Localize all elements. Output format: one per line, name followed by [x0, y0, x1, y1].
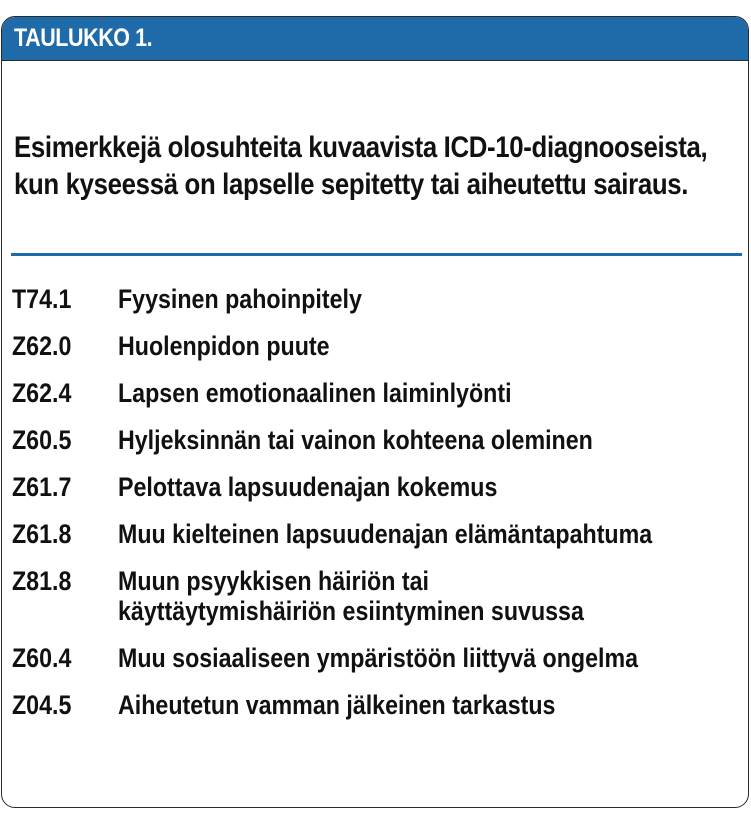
table-row	[12, 643, 732, 673]
diagnosis-description: Huolenpidon puute	[118, 331, 330, 361]
diagnosis-code: Z60.5	[12, 425, 72, 455]
diagnosis-list	[12, 284, 732, 737]
table-row	[12, 425, 732, 455]
title-divider	[11, 253, 742, 256]
table-row	[12, 472, 732, 502]
diagnosis-description: Muun psyykkisen häiriön tai käyttäytymishäiriön esiintyminen suvussa	[118, 566, 584, 626]
table-row	[12, 690, 732, 720]
diagnosis-code: Z81.8	[12, 566, 72, 596]
table-row	[12, 378, 732, 408]
diagnosis-code: Z61.8	[12, 519, 72, 549]
diagnosis-code: Z61.7	[12, 472, 72, 502]
table-row	[12, 519, 732, 549]
table-row	[12, 566, 732, 626]
diagnosis-code: T74.1	[12, 284, 72, 314]
diagnosis-description: Muu kielteinen lapsuudenajan elämäntapahtuma	[118, 519, 653, 549]
table-row	[12, 331, 732, 361]
diagnosis-description: Hyljeksinnän tai vainon kohteena oleminen	[118, 425, 593, 455]
diagnosis-code: Z62.0	[12, 331, 72, 361]
diagnosis-code: Z62.4	[12, 378, 72, 408]
diagnosis-description: Pelottava lapsuudenajan kokemus	[118, 472, 498, 502]
diagnosis-description: Fyysinen pahoinpitely	[118, 284, 362, 314]
diagnosis-description: Aiheutetun vamman jälkeinen tarkastus	[118, 690, 556, 720]
table-header-bar	[2, 17, 748, 61]
diagnosis-description: Lapsen emotionaalinen laiminlyönti	[118, 378, 512, 408]
diagnosis-description: Muu sosiaaliseen ympäristöön liittyvä ongelma	[118, 643, 639, 673]
diagnosis-code: Z04.5	[12, 690, 72, 720]
table-label: TAULUKKO 1.	[14, 24, 153, 52]
table-row	[12, 284, 732, 314]
diagnosis-code: Z60.4	[12, 643, 72, 673]
table-title: Esimerkkejä olosuhteita kuvaavista ICD-10-diagnooseista, kun kyseessä on lapselle sepitetty tai aiheutettu sairaus.	[14, 131, 708, 201]
